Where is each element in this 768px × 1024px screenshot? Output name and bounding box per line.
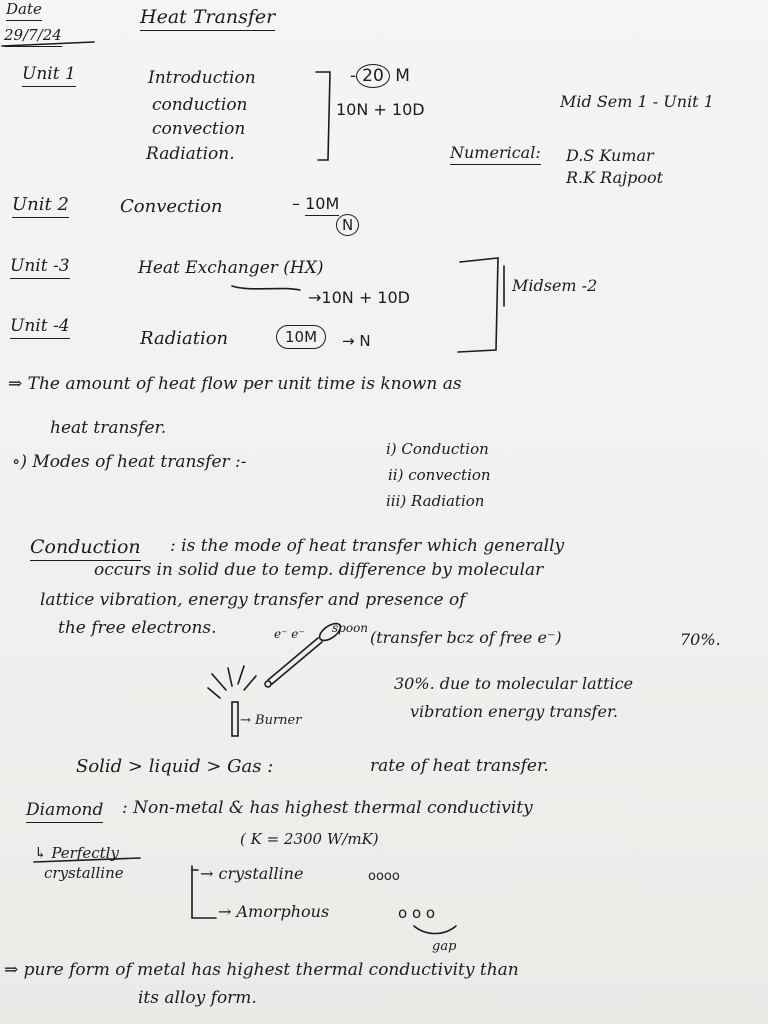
unit4-marks: 10M [276,330,326,345]
midsem2-label: Midsem -2 [512,276,598,295]
burner-label: → Burner [240,713,302,728]
unit3-topic: Heat Exchanger (HX) [138,258,324,278]
pure-metal-line-1: ⇒ pure form of metal has highest thermal conductivity than [4,960,519,980]
unit1-marks: - 20 M [350,66,410,86]
unit4-topic: Radiation [140,328,229,349]
unit1-topic-2: conduction [152,95,248,115]
free-electron-note: (transfer bcz of free e⁻) [370,628,562,647]
numerical-label: Numerical: [450,145,541,161]
book-1: D.S Kumar [566,146,654,165]
unit2-n: N [336,218,359,233]
page-title: Heat Transfer [140,8,275,27]
mode-2: ii) convection [388,466,491,484]
diamond-text: : Non-metal & has highest thermal conductivity [122,798,533,818]
crystalline-dots: oooo [368,869,400,884]
midsem1-label: Mid Sem 1 - Unit 1 [560,92,714,111]
amorphous-dots: o o o [398,904,436,922]
electron-marks: e⁻ e⁻ [274,627,305,641]
conduction-line-4: the free electrons. [58,618,217,638]
burner-icon [232,702,238,736]
date-label: Date [6,2,42,17]
gap-marker-icon [414,926,456,934]
mode-3: iii) Radiation [386,492,485,510]
conduction-title: Conduction [30,538,141,557]
lattice-note-line-1: 30%. due to molecular lattice [394,674,634,693]
diamond-label: Diamond [26,802,103,819]
modes-label: ∘) Modes of heat transfer :- [12,452,247,472]
gap-label: gap [432,939,457,954]
flame-icon [208,666,256,698]
perfectly-line-2: crystalline [44,864,124,882]
rate-order: Solid > liquid > Gas : [76,756,274,777]
unit2-marks: – 10M [292,196,339,212]
unit1-topic-4: Radiation. [146,144,235,164]
perfectly-line-1: ↳ Perfectly [34,844,119,862]
crystalline-label: → crystalline [200,864,304,883]
book-2: R.K Rajpoot [566,168,664,187]
hx-underline-icon [232,286,300,290]
unit1-topic-3: convection [152,119,246,139]
lattice-note-line-2: vibration energy transfer. [410,702,618,721]
free-electron-percent: 70%. [680,630,721,649]
unit1-label: Unit 1 [22,66,76,83]
unit3-label: Unit -3 [10,258,70,275]
unit3-split: →10N + 10D [308,288,410,307]
conduction-line-2: occurs in solid due to temp. difference by molecular [94,560,544,580]
date-value: 29/7/24 [4,28,62,43]
midsem2-bracket-icon [458,258,498,352]
pure-metal-line-2: its alloy form. [138,988,257,1008]
unit2-topic: Convection [120,196,223,217]
unit4-label: Unit -4 [10,318,70,335]
spoon-icon [268,638,318,680]
conduction-line-3: lattice vibration, energy transfer and presence of [40,590,466,610]
definition-line-2: heat transfer. [50,418,167,438]
unit1-topic-1: Introduction [148,68,256,88]
rate-text: rate of heat transfer. [370,756,549,776]
mode-1: i) Conduction [386,440,489,458]
unit4-arrow: → N [342,332,371,350]
definition-line-1: ⇒ The amount of heat flow per unit time is known as [8,374,462,394]
crystal-branch-icon [192,866,216,918]
diamond-k: ( K = 2300 W/mK) [240,830,379,848]
conduction-line-1: : is the mode of heat transfer which generally [170,536,565,556]
unit1-split: 10N + 10D [336,100,425,119]
spoon-label: spoon [332,621,369,635]
date-underline-icon [2,42,94,46]
unit1-bracket-icon [316,72,330,160]
unit2-label: Unit 2 [12,196,69,214]
amorphous-label: → Amorphous [218,902,330,921]
